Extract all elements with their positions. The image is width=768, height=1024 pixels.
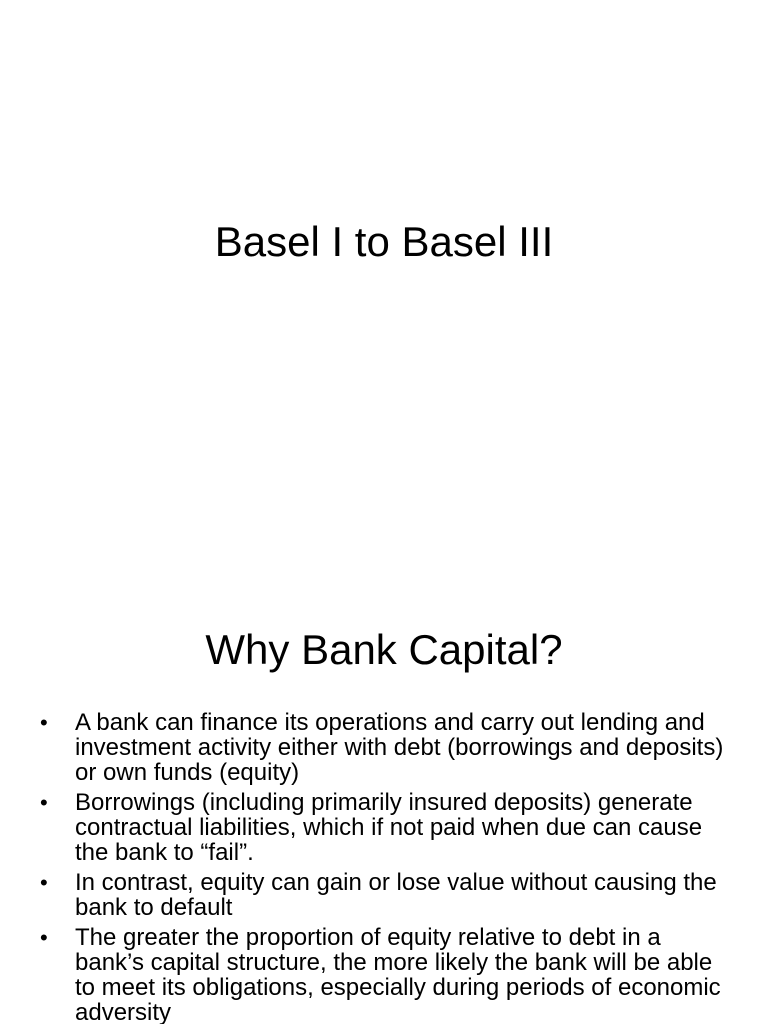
slide-heading: Why Bank Capital?	[205, 626, 563, 673]
slide-title: Basel I to Basel III	[214, 218, 554, 265]
bullet-text: Borrowings (including primarily insured deposits) generate contractual liabilities, which if not paid when due can cause the bank to “fail”.	[75, 789, 703, 866]
bullet-icon: •	[40, 870, 48, 895]
bullet-text: A bank can finance its operations and carry out lending and investment activity either with debt (borrowings and deposits) or own funds (equity)	[75, 709, 724, 786]
bullet-item	[0, 925, 768, 1024]
bullet-text: The greater the proportion of equity relative to debt in a bank’s capital structure, the more likely the bank will be able to meet its obligations, especially during periods of economic adversity	[75, 924, 721, 1024]
bullet-list	[0, 710, 768, 1024]
bullet-icon: •	[40, 790, 48, 815]
bullet-item	[0, 870, 768, 920]
bullet-item	[0, 710, 768, 785]
bullet-item	[0, 790, 768, 865]
slide-2	[0, 576, 768, 1024]
bullet-icon: •	[40, 925, 48, 950]
bullet-icon: •	[40, 710, 48, 735]
bullet-text: In contrast, equity can gain or lose value without causing the bank to default	[75, 869, 717, 921]
